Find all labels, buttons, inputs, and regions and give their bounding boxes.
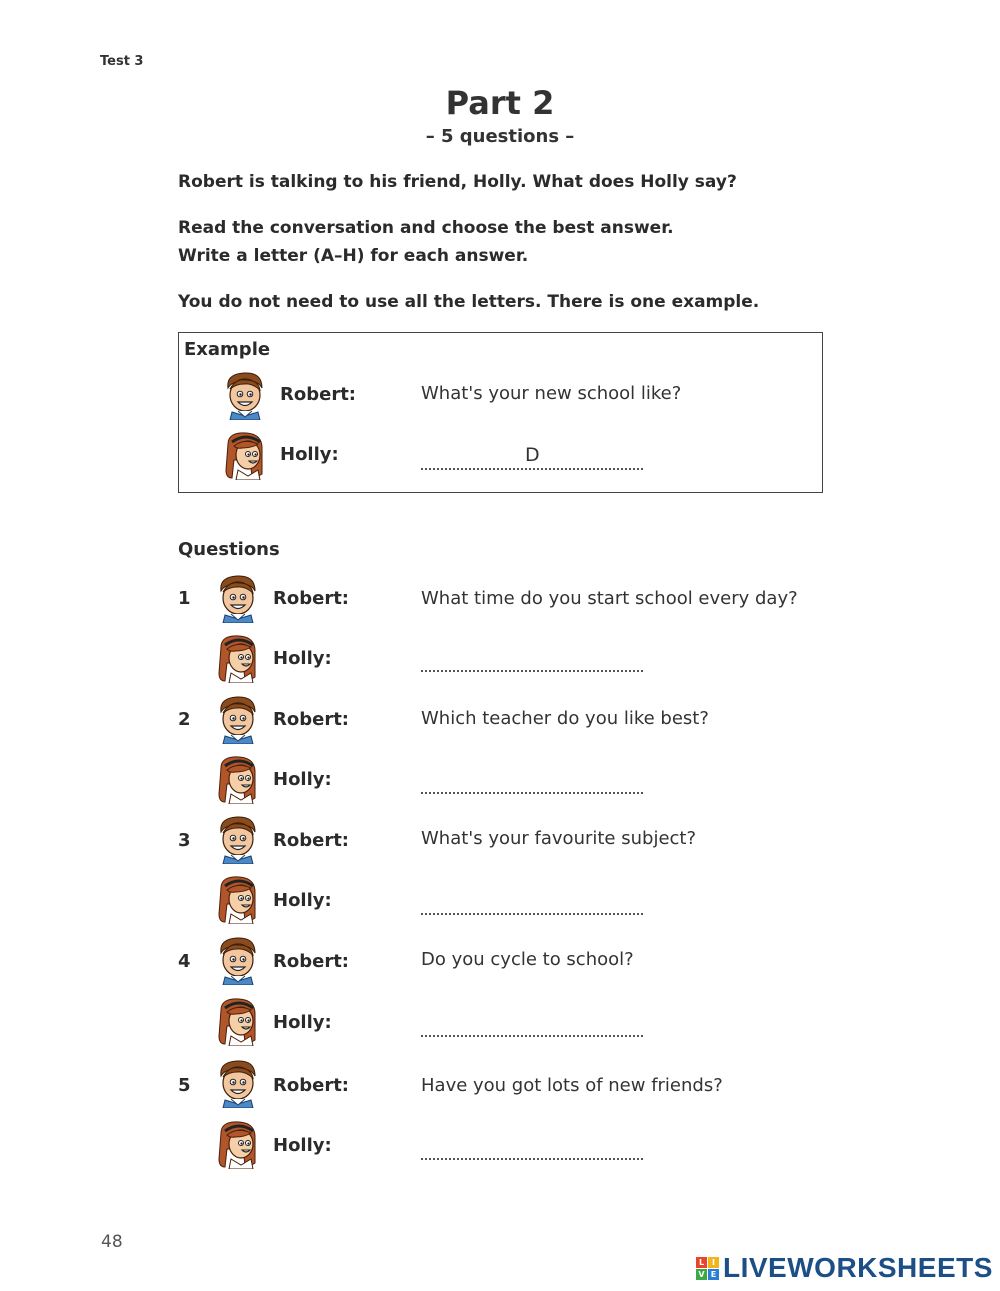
boy-face-icon: [215, 573, 261, 623]
holly-label: Holly:: [273, 1012, 332, 1033]
boy-face-icon: [215, 935, 261, 985]
example-robert-text: What's your new school like?: [421, 383, 682, 404]
robert-question: Do you cycle to school?: [421, 949, 634, 970]
question-number: 4: [178, 951, 191, 972]
robert-question: Which teacher do you like best?: [421, 708, 709, 729]
girl-face-icon: [215, 1119, 261, 1169]
question-number: 3: [178, 830, 191, 851]
answer-input-1[interactable]: [421, 670, 643, 672]
girl-face-icon: [215, 754, 261, 804]
liveworksheets-logo-icon: L I V E: [696, 1257, 719, 1280]
robert-question: Have you got lots of new friends?: [421, 1075, 723, 1096]
brand-watermark: [696, 1252, 993, 1284]
instruction-line1: Read the conversation and choose the best answer.: [178, 218, 674, 238]
answer-input-2[interactable]: [421, 792, 643, 794]
example-title: Example: [184, 339, 271, 360]
girl-face-icon: [222, 430, 268, 480]
robert-label: Robert:: [273, 951, 349, 972]
robert-label: Robert:: [273, 588, 349, 609]
answer-input-3[interactable]: [421, 913, 643, 915]
girl-face-icon: [215, 996, 261, 1046]
brand-text: LIVEWORKSHEETS: [723, 1252, 993, 1283]
instruction-intro: Robert is talking to his friend, Holly. What does Holly say?: [178, 172, 737, 192]
test-label: Test 3: [100, 54, 144, 69]
holly-label: Holly:: [273, 1135, 332, 1156]
robert-label: Robert:: [273, 830, 349, 851]
girl-face-icon: [215, 874, 261, 924]
girl-face-icon: [215, 633, 261, 683]
question-number: 5: [178, 1075, 191, 1096]
answer-input-5[interactable]: [421, 1158, 643, 1160]
example-holly-label: Holly:: [280, 444, 339, 465]
page-number: 48: [101, 1232, 123, 1252]
boy-face-icon: [215, 1058, 261, 1108]
robert-question: What's your favourite subject?: [421, 828, 697, 849]
robert-question: What time do you start school every day?: [421, 588, 798, 609]
instruction-line3: You do not need to use all the letters. There is one example.: [178, 292, 760, 312]
question-number: 1: [178, 588, 191, 609]
boy-face-icon: [215, 814, 261, 864]
part-subtitle: – 5 questions –: [425, 126, 575, 147]
questions-title: Questions: [178, 539, 280, 560]
answer-input-4[interactable]: [421, 1035, 643, 1037]
holly-label: Holly:: [273, 890, 332, 911]
robert-label: Robert:: [273, 1075, 349, 1096]
robert-label: Robert:: [273, 709, 349, 730]
boy-face-icon: [222, 370, 268, 420]
holly-label: Holly:: [273, 648, 332, 669]
example-answer-line: [421, 468, 643, 470]
holly-label: Holly:: [273, 769, 332, 790]
boy-face-icon: [215, 694, 261, 744]
example-robert-label: Robert:: [280, 384, 356, 405]
instruction-line2: Write a letter (A–H) for each answer.: [178, 246, 529, 266]
example-answer: D: [525, 444, 540, 466]
question-number: 2: [178, 709, 191, 730]
part-title: Part 2: [445, 84, 555, 122]
